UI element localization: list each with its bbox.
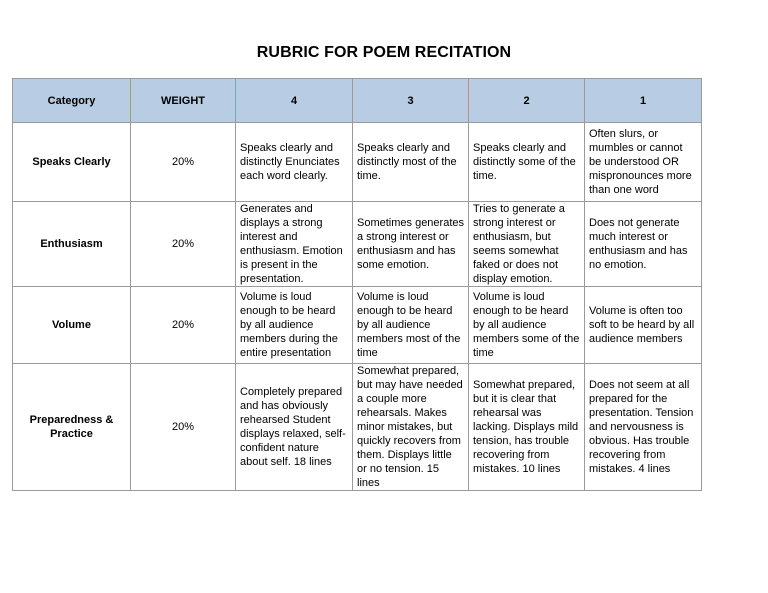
score-4-cell: Completely prepared and has obviously rehearsed Student displays relaxed, self-confident nature about self. 18 lines: [236, 364, 353, 491]
category-cell: Enthusiasm: [13, 202, 131, 287]
table-row: [13, 123, 702, 202]
score-1-cell: Often slurs, or mumbles or cannot be understood OR mispronounces more than one word: [585, 123, 702, 202]
score-3-cell: Volume is loud enough to be heard by all audience members most of the time: [353, 287, 469, 364]
score-1-cell: Does not seem at all prepared for the presentation. Tension and nervousness is obvious. Has trouble recovering from mistakes. 4 lines: [585, 364, 702, 491]
score-2-cell: Speaks clearly and distinctly some of the time.: [469, 123, 585, 202]
page-title: RUBRIC FOR POEM RECITATION: [256, 44, 512, 61]
score-1-cell: Does not generate much interest or enthusiasm and has no emotion.: [585, 202, 702, 287]
weight-cell: 20%: [131, 364, 236, 491]
score-4-cell: Generates and displays a strong interest and enthusiasm. Emotion is present in the presentation.: [236, 202, 353, 287]
score-3-cell: Sometimes generates a strong interest or enthusiasm and has some emotion.: [353, 202, 469, 287]
score-1-cell: Volume is often too soft to be heard by all audience members: [585, 287, 702, 364]
category-cell: Volume: [13, 287, 131, 364]
header-score-3: 3: [353, 79, 469, 123]
header-score-4: 4: [236, 79, 353, 123]
header-score-1: 1: [585, 79, 702, 123]
weight-cell: 20%: [131, 123, 236, 202]
table-row: [13, 202, 702, 287]
score-2-cell: Volume is loud enough to be heard by all audience members some of the time: [469, 287, 585, 364]
rubric-table: [12, 78, 702, 491]
header-row: [13, 79, 702, 123]
header-category: Category: [13, 79, 131, 123]
header-score-2: 2: [469, 79, 585, 123]
weight-cell: 20%: [131, 287, 236, 364]
score-4-cell: Speaks clearly and distinctly Enunciates each word clearly.: [236, 123, 353, 202]
score-4-cell: Volume is loud enough to be heard by all audience members during the entire presentation: [236, 287, 353, 364]
score-2-cell: Tries to generate a strong interest or enthusiasm, but seems somewhat faked or does not display emotion.: [469, 202, 585, 287]
weight-cell: 20%: [131, 202, 236, 287]
score-3-cell: Speaks clearly and distinctly most of the time.: [353, 123, 469, 202]
header-weight: WEIGHT: [131, 79, 236, 123]
table-row: [13, 364, 702, 491]
table-row: [13, 287, 702, 364]
category-cell: Preparedness & Practice: [13, 364, 131, 491]
score-3-cell: Somewhat prepared, but may have needed a couple more rehearsals. Makes minor mistakes, but quickly recovers from them. Displays little or no tension. 15 lines: [353, 364, 469, 491]
category-cell: Speaks Clearly: [13, 123, 131, 202]
score-2-cell: Somewhat prepared, but it is clear that rehearsal was lacking. Displays mild tension, has trouble recovering from mistakes. 10 lines: [469, 364, 585, 491]
